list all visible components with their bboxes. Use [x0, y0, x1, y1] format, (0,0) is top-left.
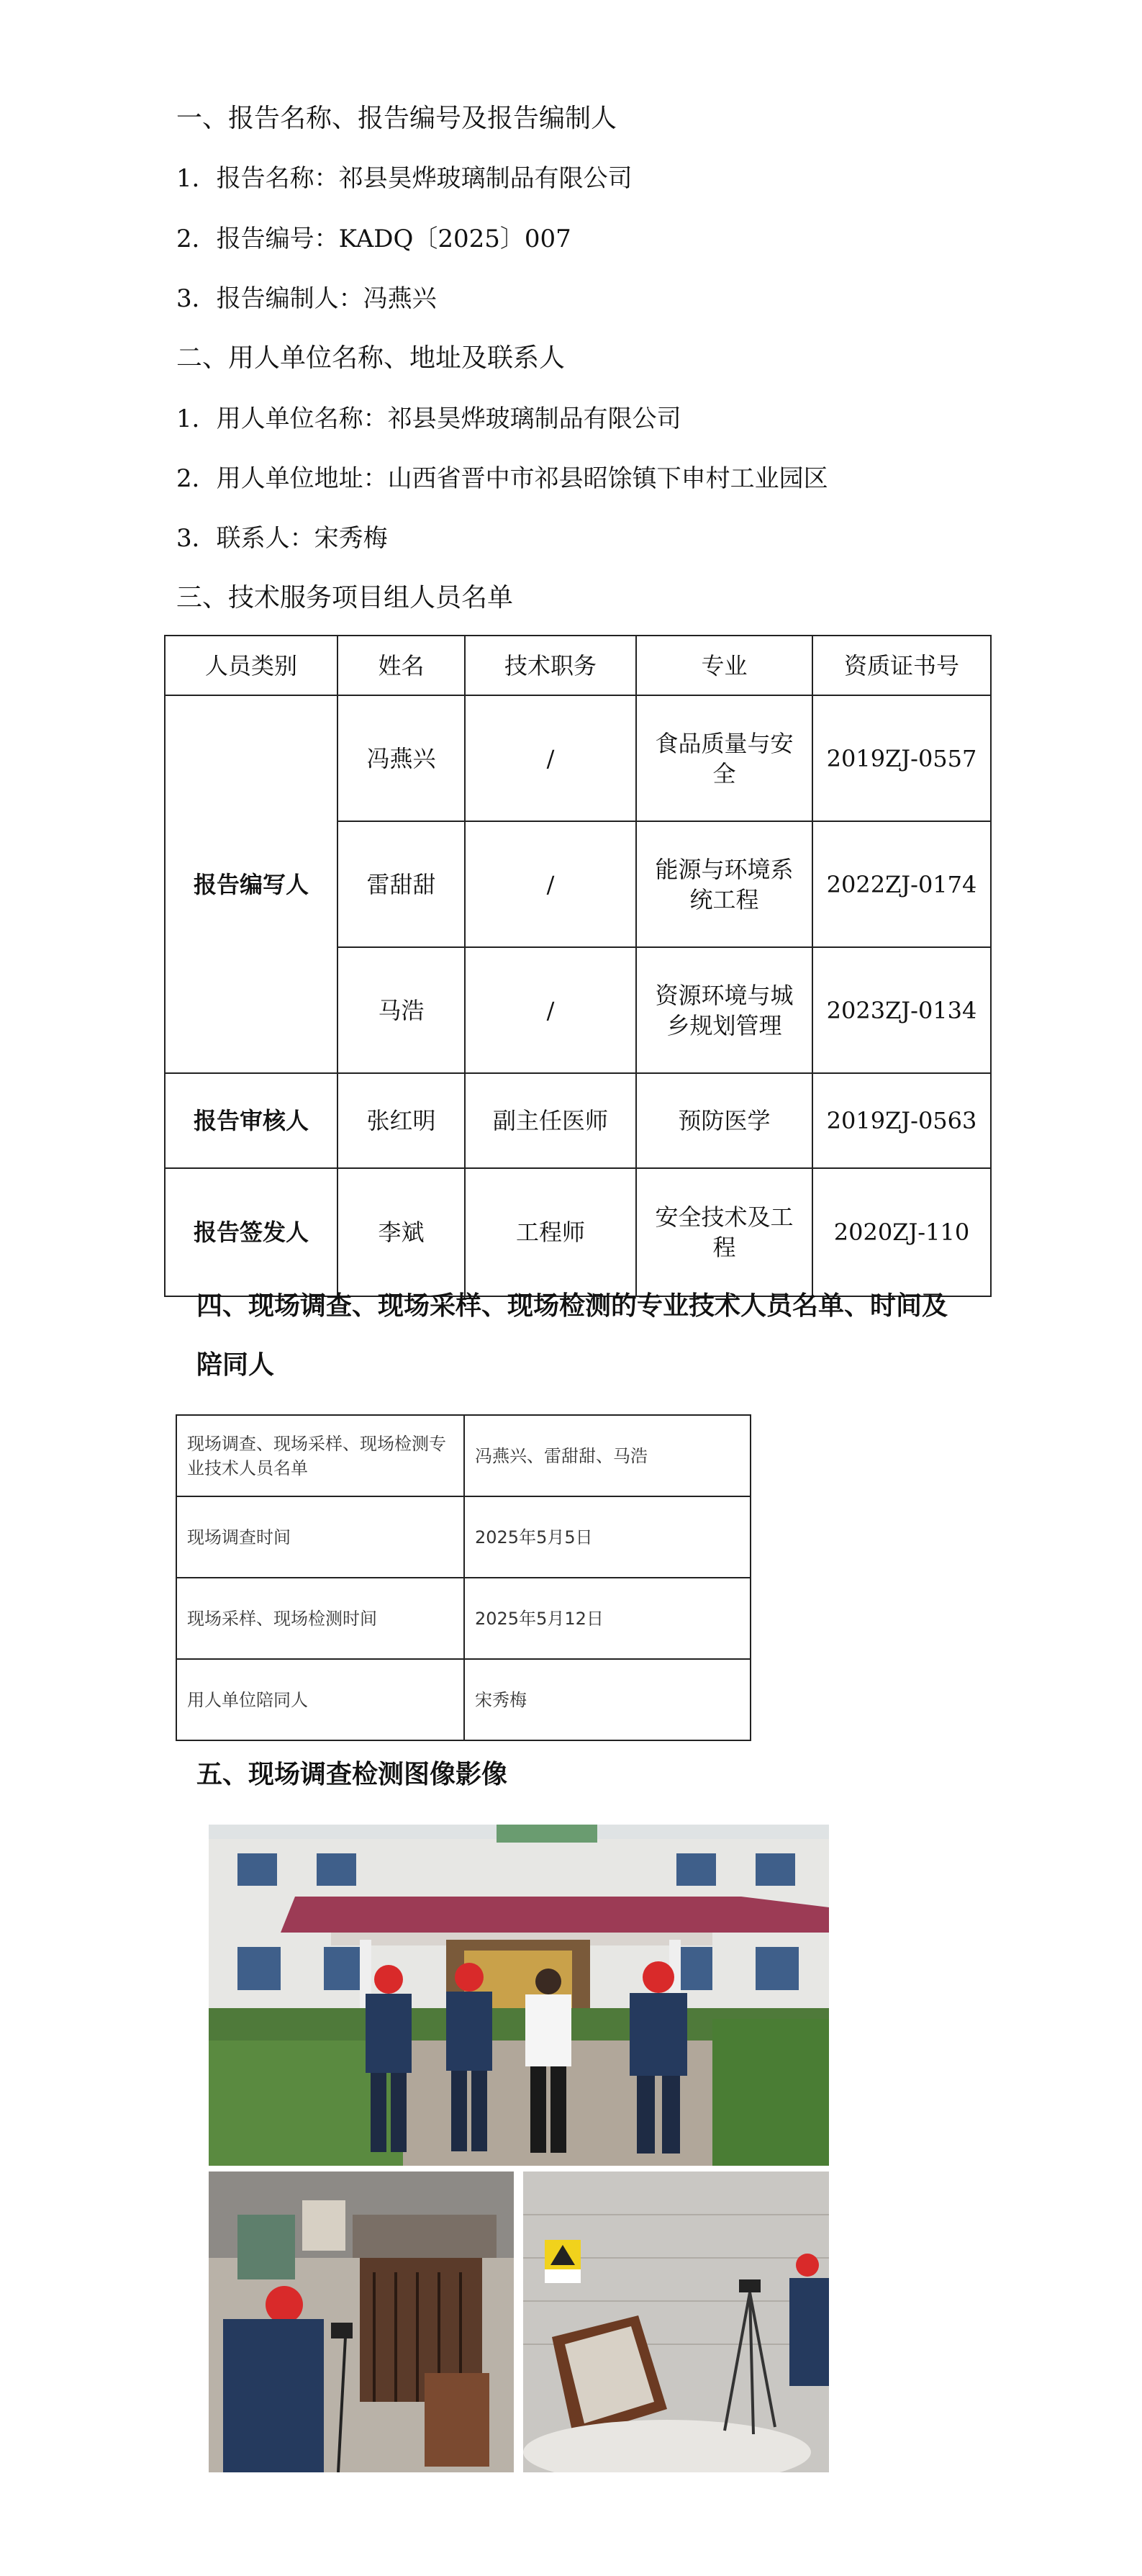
name-cell: 雷甜甜 [337, 821, 465, 947]
major-cell: 食品质量与安全 [636, 695, 812, 821]
major-cell: 资源环境与城乡规划管理 [636, 947, 812, 1073]
header-cell: 资质证书号 [812, 636, 991, 695]
name-cell: 李斌 [337, 1168, 465, 1296]
report-name: 1．报告名称：祁县昊烨玻璃制品有限公司 [176, 164, 633, 193]
field-label: 现场调查时间 [176, 1496, 464, 1578]
site-group-photo [209, 1825, 829, 2166]
field-label: 现场采样、现场检测时间 [176, 1578, 464, 1659]
site-sampling-photo [523, 2171, 829, 2472]
section-2-title: 二、用人单位名称、地址及联系人 [176, 343, 566, 373]
major-cell: 能源与环境系统工程 [636, 821, 812, 947]
table-row [176, 1578, 751, 1659]
cert-cell: 2020ZJ-110 [812, 1168, 991, 1296]
cert-cell: 2023ZJ-0134 [812, 947, 991, 1073]
employer-name: 1．用人单位名称：祁县昊烨玻璃制品有限公司 [176, 405, 681, 433]
section-3-title: 三、技术服务项目组人员名单 [176, 583, 514, 613]
site-equipment-photo [209, 2171, 514, 2472]
header-cell: 人员类别 [165, 636, 337, 695]
staff-table-header [165, 636, 991, 695]
table-row [176, 1659, 751, 1740]
section-4-title: 四、现场调查、现场采样、现场检测的专业技术人员名单、时间及 [196, 1291, 948, 1321]
table-row [165, 1073, 991, 1168]
cert-cell: 2019ZJ-0563 [812, 1073, 991, 1168]
header-cell: 专业 [636, 636, 812, 695]
section-1-title: 一、报告名称、报告编号及报告编制人 [176, 104, 617, 133]
report-author: 3．报告编制人：冯燕兴 [176, 284, 437, 313]
title-cell: / [465, 821, 636, 947]
name-cell: 张红明 [337, 1073, 465, 1168]
field-label: 用人单位陪同人 [176, 1659, 464, 1740]
category-cell: 报告签发人 [165, 1168, 337, 1296]
section-5-title: 五、现场调查检测图像影像 [196, 1759, 508, 1789]
field-value: 冯燕兴、雷甜甜、马浩 [464, 1415, 751, 1496]
name-cell: 马浩 [337, 947, 465, 1073]
name-cell: 冯燕兴 [337, 695, 465, 821]
report-number: 2．报告编号：KADQ〔2025〕007 [176, 225, 571, 253]
contact-person: 3．联系人：宋秀梅 [176, 524, 388, 553]
section-4-title-cont: 陪同人 [196, 1350, 275, 1380]
table-row [165, 695, 991, 821]
cert-cell: 2022ZJ-0174 [812, 821, 991, 947]
title-cell: / [465, 947, 636, 1073]
staff-table [164, 635, 992, 1297]
major-cell: 预防医学 [636, 1073, 812, 1168]
field-label: 现场调查、现场采样、现场检测专业技术人员名单 [176, 1415, 464, 1496]
field-value: 宋秀梅 [464, 1659, 751, 1740]
field-table [176, 1414, 751, 1741]
category-cell: 报告编写人 [165, 695, 337, 1073]
header-cell: 技术职务 [465, 636, 636, 695]
employer-address: 2．用人单位地址：山西省晋中市祁县昭馀镇下申村工业园区 [176, 464, 828, 493]
field-value: 2025年5月5日 [464, 1496, 751, 1578]
cert-cell: 2019ZJ-0557 [812, 695, 991, 821]
title-cell: / [465, 695, 636, 821]
table-row [176, 1415, 751, 1496]
table-row [165, 1168, 991, 1296]
field-value: 2025年5月12日 [464, 1578, 751, 1659]
category-cell: 报告审核人 [165, 1073, 337, 1168]
table-row [176, 1496, 751, 1578]
major-cell: 安全技术及工程 [636, 1168, 812, 1296]
title-cell: 副主任医师 [465, 1073, 636, 1168]
header-cell: 姓名 [337, 636, 465, 695]
title-cell: 工程师 [465, 1168, 636, 1296]
